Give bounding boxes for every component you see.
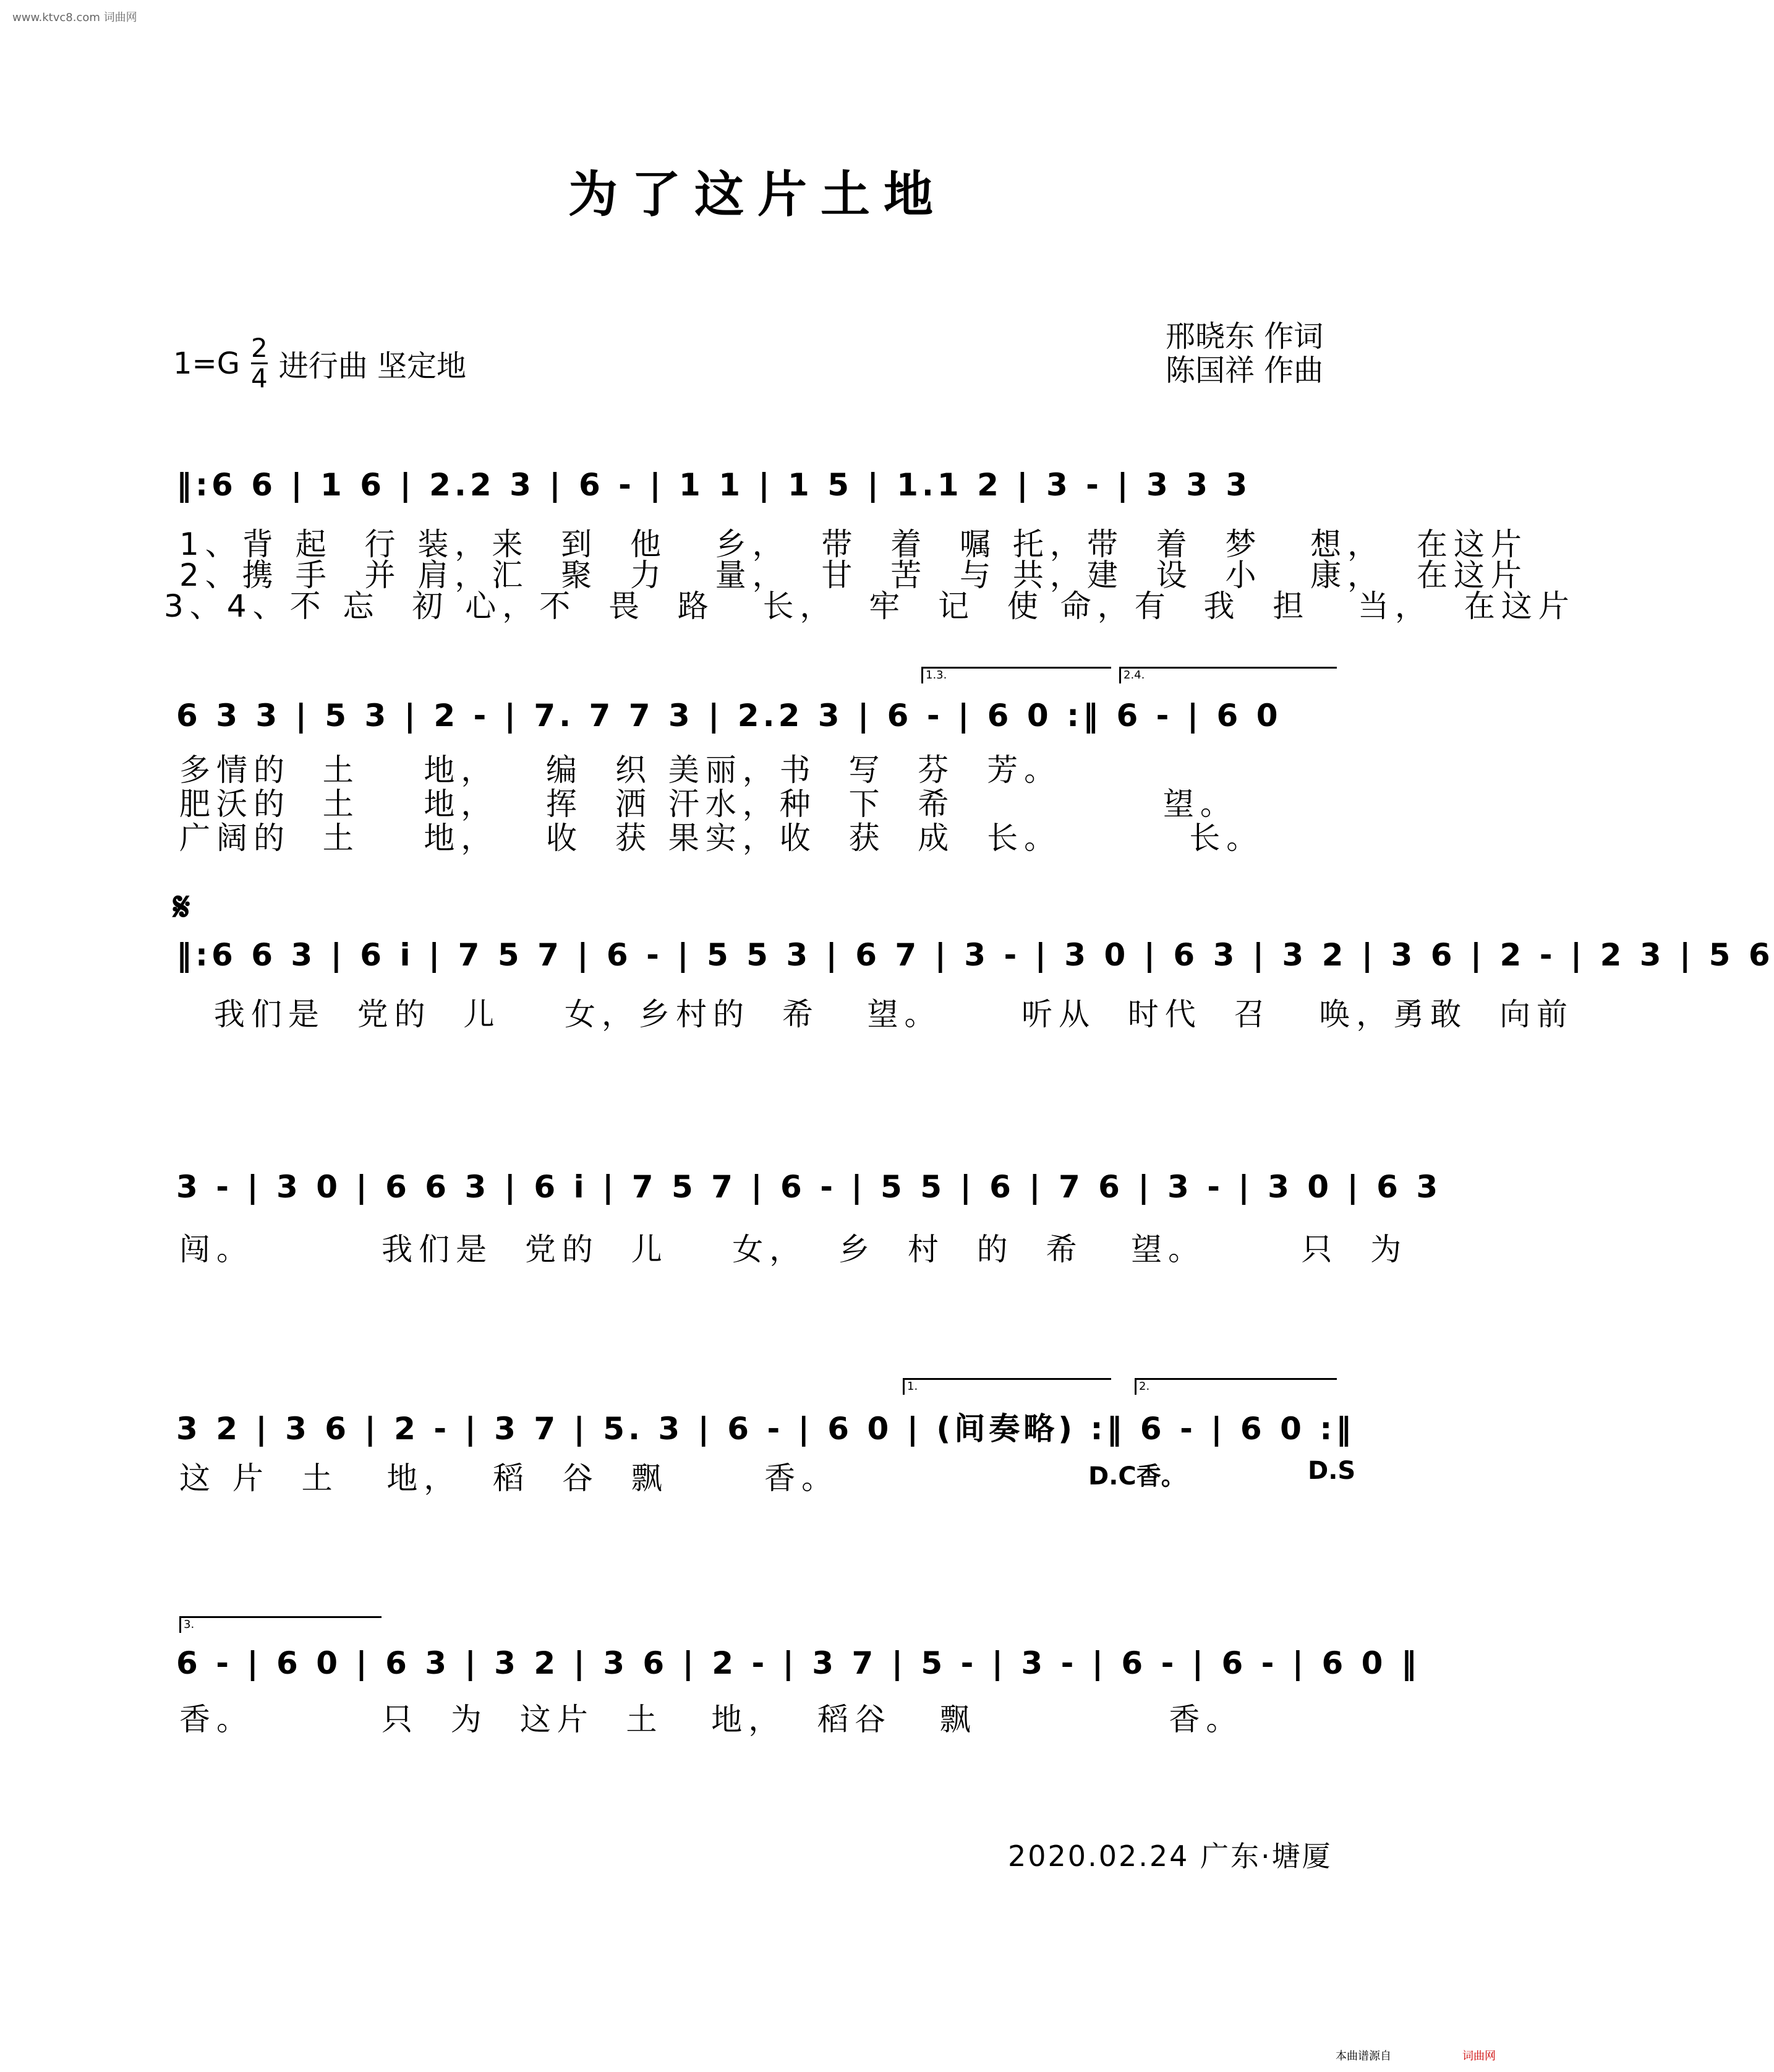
volta-1: 1. [903,1378,1111,1395]
lyric-line: 我们是 党的 儿 女，乡村的 希 望。 听从 时代 召 唤，勇敢 向前 [198,996,1574,1032]
dc-marking: D.C香。 [1088,1462,1186,1491]
ds-marking: D.S [1308,1457,1356,1485]
volta-2: 2.4. [1119,667,1337,683]
score-row-5 [176,1404,1355,1460]
notes: ‖:6 6 | 1 6 | 2.2 3 | 6 - | 1 1 | 1 5 | 1.1 2 | 3 - | 3 3 3 [176,467,1252,503]
lyric-verse-1: 1、背 起 行 装，来 到 他 乡， 带 着 嘱 托，带 着 梦 想， 在这片 [179,526,1528,562]
lyric-verse-3: 3、4、不 忘 初 心，不 畏 路 长， 牢 记 使 命，有 我 担 当， 在这片 [164,588,1576,624]
volta-2: 2. [1135,1378,1337,1395]
score-row-3 [176,937,1774,993]
tempo-marking: 进行曲 坚定地 [278,349,466,383]
volta-1: 1.3. [921,667,1111,683]
volta-3: 3. [179,1616,382,1633]
time-signature: $\frac{2}{4}$ [250,333,268,393]
site-watermark: www.ktvc8.com 词曲网 [12,11,137,24]
lyric-line: 这 片 土 地， 稻 谷 飘 香。 [179,1460,839,1496]
notes: 3 - | 3 0 | 6 6 3 | 6 i | 7 5 7 | 6 - | 5 5 | 6 | 7 6 | 3 - | 3 0 | 6 3 [176,1169,1442,1205]
lyric-line: 香。 只 为 这片 土 地， 稻谷 飘 香。 [179,1702,1243,1737]
lyric-verse-2: 肥沃的 土 地， 挥 洒 汗水，种 下 希 望。 [179,786,1237,822]
notes: 6 3 3 | 5 3 | 2 - | 7. 7 7 3 | 2.2 3 | 6 - | 6 0 :‖ 6 - | 6 0 [176,698,1282,734]
score-row-1 [176,467,1339,523]
score-row-6 [176,1645,1420,1701]
page-title: 为了这片土地 [568,165,947,223]
segno-sign: 𝄋 [173,884,190,930]
lyric-verse-2: 2、携 手 并 肩，汇 聚 力 量， 甘 苦 与 共，建 设 小 康， 在这片 [179,557,1528,593]
lyric-line: 闯。 我们是 党的 儿 女， 乡 村 的 希 望。 只 为 [179,1231,1408,1267]
key: 1=G [173,346,240,381]
date-place: 2020.02.24 广东·塘厦 [1008,1839,1333,1873]
key-signature-line [173,334,466,393]
lyricist-credit: 邢晓东 作词 [1166,319,1324,354]
lyric-verse-1: 多情的 土 地， 编 织 美丽，书 写 芬 芳。 [179,752,1062,788]
notes: 6 - | 6 0 | 6 3 | 3 2 | 3 6 | 2 - | 3 7 | 5 - | 3 - | 6 - | 6 - | 6 0 ‖ [176,1645,1420,1681]
score-row-4 [176,1169,1442,1225]
lyric-verse-3: 广阔的 土 地， 收 获 果实，收 获 成 长。 长。 [179,820,1264,856]
footer-site: 词曲网 [1462,2050,1496,2063]
footer-source: 本曲谱源自 [1336,2050,1391,2063]
notes: ‖:6 6 3 | 6 i | 7 5 7 | 6 - | 5 5 3 | 6 7 | 3 - | 3 0 | 6 3 | 3 2 | 3 6 | 2 - | 2 3 | 5 6 [176,937,1774,973]
notes: 3 2 | 3 6 | 2 - | 3 7 | 5. 3 | 6 - | 6 0 | (间奏略) :‖ 6 - | 6 0 :‖ [176,1411,1355,1447]
composer-credit: 陈国祥 作曲 [1166,353,1324,388]
